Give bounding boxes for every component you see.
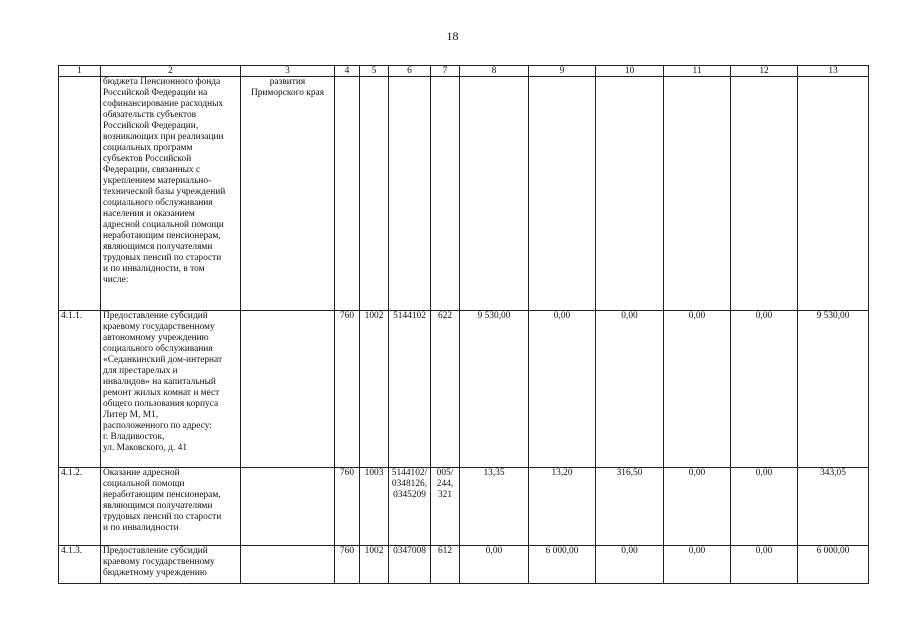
row-number — [59, 77, 101, 311]
row-number: 4.1.3. — [59, 546, 101, 584]
budget-table — [58, 65, 869, 584]
value-cell: 13,35 — [460, 468, 529, 546]
column-header-5: 5 — [360, 66, 389, 77]
value-cell: 0,00 — [596, 546, 664, 584]
executor — [241, 468, 335, 546]
table-row — [59, 468, 869, 546]
total-cell — [798, 77, 869, 311]
value-cell: 0,00 — [529, 311, 596, 468]
value-cell — [596, 77, 664, 311]
value-cell: 0,00 — [731, 311, 798, 468]
value-cell: 0,00 — [731, 546, 798, 584]
value-cell: 0,00 — [460, 546, 529, 584]
executor — [241, 546, 335, 584]
total-cell: 343,05 — [798, 468, 869, 546]
value-cell: 0,00 — [664, 468, 731, 546]
measure-name: Предоставление субсидий краевому государственному бюджетному учреждению — [101, 546, 241, 584]
header-row — [59, 66, 869, 77]
code-cell: 1002 — [360, 546, 389, 584]
code-cell: 1002 — [360, 311, 389, 468]
page-number: 18 — [446, 29, 459, 43]
column-header-13: 13 — [798, 66, 869, 77]
total-cell: 6 000,00 — [798, 546, 869, 584]
measure-name: Оказание адресной социальной помощи неработающим пенсионерам, являющимся получателями трудовых пенсий по старости и по инвалидности — [101, 468, 241, 546]
code-cell — [335, 77, 360, 311]
value-cell: 316,50 — [596, 468, 664, 546]
code-cell — [360, 77, 389, 311]
column-header-8: 8 — [460, 66, 529, 77]
value-cell: 9 530,00 — [460, 311, 529, 468]
column-header-9: 9 — [529, 66, 596, 77]
code-cell: 622 — [431, 311, 460, 468]
column-header-4: 4 — [335, 66, 360, 77]
row-number: 4.1.1. — [59, 311, 101, 468]
value-cell: 6 000,00 — [529, 546, 596, 584]
code-cell: 760 — [335, 546, 360, 584]
column-header-2: 2 — [101, 66, 241, 77]
code-cell: 612 — [431, 546, 460, 584]
executor: развития Приморского края — [241, 77, 335, 311]
column-header-11: 11 — [664, 66, 731, 77]
column-header-3: 3 — [241, 66, 335, 77]
code-cell: 005/ 244, 321 — [431, 468, 460, 546]
total-cell: 9 530,00 — [798, 311, 869, 468]
value-cell: 0,00 — [731, 468, 798, 546]
value-cell — [529, 77, 596, 311]
executor — [241, 311, 335, 468]
column-header-7: 7 — [431, 66, 460, 77]
table-row — [59, 311, 869, 468]
column-header-10: 10 — [596, 66, 664, 77]
code-cell: 1003 — [360, 468, 389, 546]
table-row — [59, 546, 869, 584]
code-cell — [431, 77, 460, 311]
code-cell — [389, 77, 431, 311]
value-cell: 0,00 — [664, 311, 731, 468]
code-cell: 5144102 — [389, 311, 431, 468]
code-cell: 5144102/ 0348126, 0345209 — [389, 468, 431, 546]
code-cell: 760 — [335, 311, 360, 468]
value-cell — [460, 77, 529, 311]
table-row — [59, 77, 869, 311]
value-cell — [664, 77, 731, 311]
value-cell: 13,20 — [529, 468, 596, 546]
value-cell: 0,00 — [596, 311, 664, 468]
measure-name: Предоставление субсидий краевому государственному автономному учреждению социального обслуживания «Седанкинский дом-интернат для престарелых и инвалидов» на капитальный ремонт жилых комнат и мест общего пользования корпуса Литер М, М1, расположенного по адресу: г. Владивосток, ул. Маковского, д. 41 — [101, 311, 241, 468]
column-header-12: 12 — [731, 66, 798, 77]
value-cell — [731, 77, 798, 311]
row-number: 4.1.2. — [59, 468, 101, 546]
column-header-1: 1 — [59, 66, 101, 77]
measure-name: бюджета Пенсионного фонда Российской Федерации на софинансирование расходных обязательств субъектов Российской Федерации, возникающих при реализации социальных программ субъектов Российской Федерации, связанных с укреплением материально- технической базы учреждений социального обслуживания населения и оказанием адресной социальной помощи неработающим пенсионерам, являющимся получателями трудовых пенсий по старости и по инвалидности, в том числе: — [101, 77, 241, 311]
column-header-6: 6 — [389, 66, 431, 77]
value-cell: 0,00 — [664, 546, 731, 584]
code-cell: 760 — [335, 468, 360, 546]
code-cell: 0347008 — [389, 546, 431, 584]
